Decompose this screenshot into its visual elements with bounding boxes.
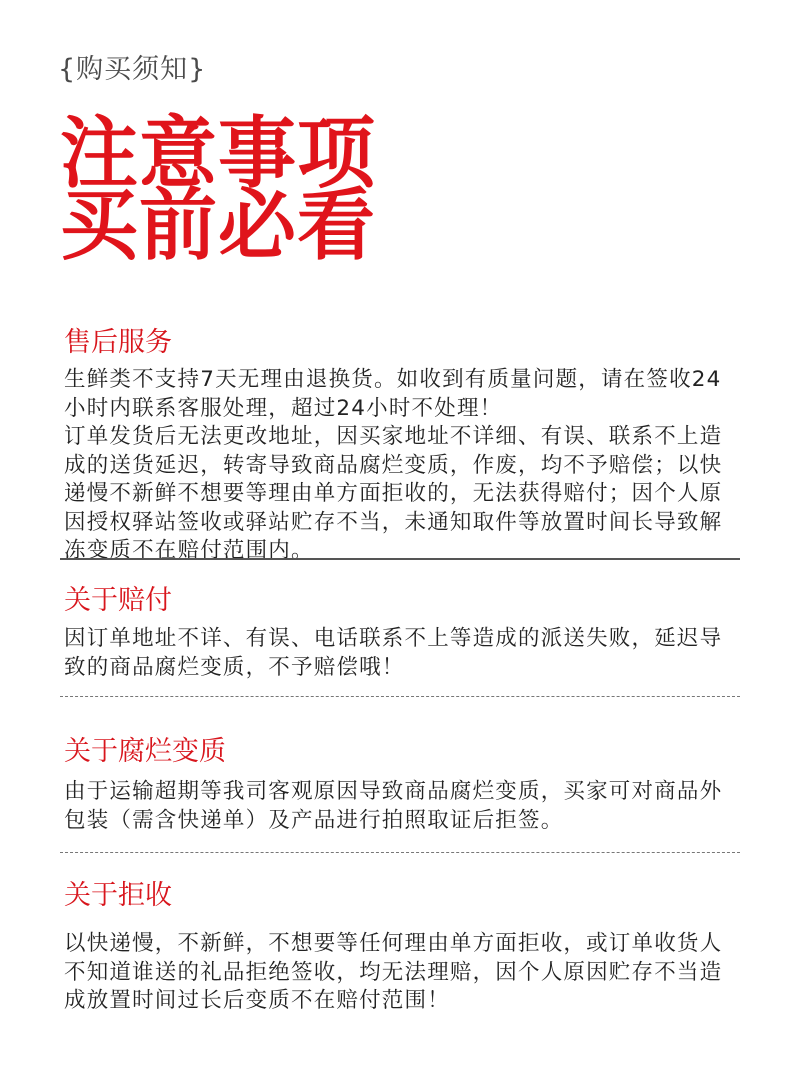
- section-divider-solid: [60, 558, 740, 560]
- section-divider-dashed: [60, 852, 740, 853]
- section-title-refusal: 关于拒收: [64, 880, 172, 911]
- section-body-compensation: [64, 625, 734, 682]
- headline-line-1: 注意事项: [60, 109, 377, 199]
- section-divider-dashed: [60, 696, 740, 697]
- section-title-after-sales: 售后服务: [64, 327, 172, 358]
- spoilage-paragraph: 由于运输超期等我司客观原因导致商品腐烂变质，买家可对商品外包装（需含快递单）及产品进行拍照取证后拒签。: [64, 779, 723, 833]
- after-sales-paragraph-2: 订单发货后无法更改地址，因买家地址不详细、有误、联系不上造成的送货延迟，转寄导致商品腐烂变质，作废，均不予赔偿；以快递慢不新鲜不想要等理由单方面拒收的，无法获得赔付；因个人原因授权驿站签收或驿站贮存不当，未通知取件等放置时间长导致解冻变质不在赔付范围内。: [64, 424, 723, 563]
- section-body-spoilage: [64, 778, 734, 835]
- page-subtitle: {购买须知}: [58, 54, 207, 85]
- section-body-refusal: [64, 930, 734, 1016]
- after-sales-paragraph-1: 生鲜类不支持7天无理由退换货。如收到有质量问题，请在签收24小时内联系客服处理，超过24小时不处理！: [64, 367, 722, 421]
- section-title-spoilage: 关于腐烂变质: [64, 736, 226, 767]
- section-body-after-sales: [64, 366, 734, 566]
- compensation-paragraph: 因订单地址不详、有误、电话联系不上等造成的派送失败，延迟导致的商品腐烂变质，不予赔偿哦！: [64, 626, 723, 680]
- headline-line-2: 买前必看: [60, 181, 377, 271]
- section-title-compensation: 关于赔付: [64, 585, 172, 616]
- refusal-paragraph: 以快递慢，不新鲜，不想要等任何理由单方面拒收，或订单收货人不知道谁送的礼品拒绝签收，均无法理赔，因个人原因贮存不当造成放置时间过长后变质不在赔付范围！: [64, 931, 723, 1013]
